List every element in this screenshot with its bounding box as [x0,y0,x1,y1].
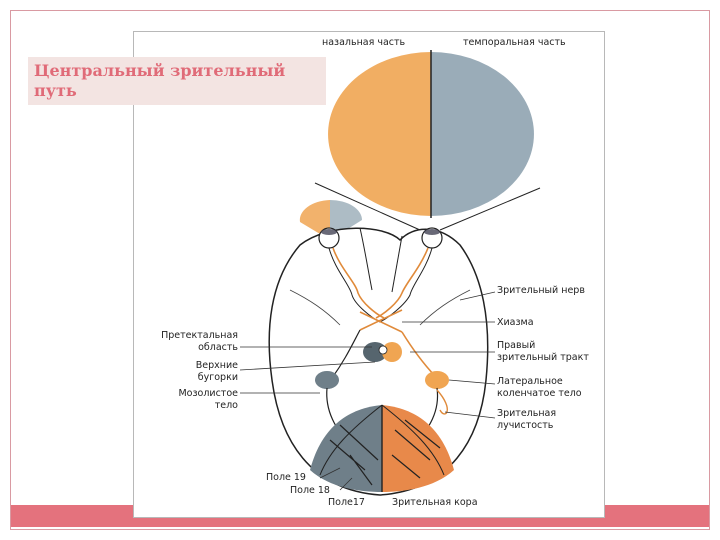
label-corpus-2: тело [214,400,238,411]
label-temporal-part: темпоральная часть [463,37,566,48]
label-chiasm: Хиазма [497,317,534,328]
slide-title-line1: Центральный зрительный [34,61,286,80]
label-colliculi-1: Верхние [195,360,238,371]
left-eye [319,228,339,248]
right-lgn [425,371,449,389]
label-right-tract-1: Правый [497,340,536,351]
label-area-19: Поле 19 [266,472,306,483]
label-colliculi-2: бугорки [197,372,238,383]
left-lgn [315,371,339,389]
label-area-18: Поле 18 [290,485,330,496]
label-radiation-1: Зрительная [497,408,557,419]
slide-title-box [28,57,326,105]
label-nasal-part: назальная часть [322,37,406,48]
label-visual-cortex: Зрительная кора [392,497,478,508]
label-optic-nerve: Зрительный нерв [497,285,585,296]
label-right-tract-2: зрительный тракт [497,352,589,363]
label-pretectal-2: область [198,342,238,353]
label-pretectal-1: Претектальная [161,330,238,341]
temporal-field-half [431,52,534,216]
right-eye [422,228,442,248]
nasal-field-half [328,52,431,216]
label-lgn-1: Латеральное [497,376,563,387]
label-area-17: Поле17 [328,497,365,508]
label-lgn-2: коленчатое тело [497,388,582,399]
slide-title-line2: путь [34,81,77,100]
visual-field [328,50,534,218]
label-corpus-1: Мозолистое [178,388,238,399]
label-radiation-2: лучистость [497,420,554,431]
